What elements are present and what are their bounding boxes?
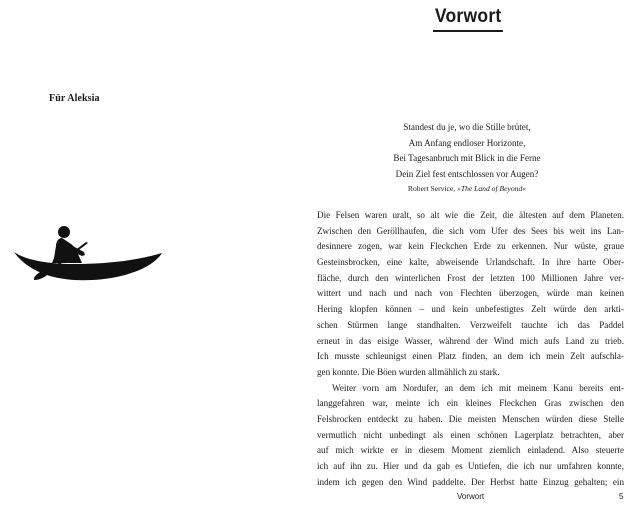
right-page (317, 0, 641, 512)
body-line: Felsbrocken entdeckt zu haben. Die meisten Menschen würden diese Stelle (317, 413, 624, 424)
epigraph-line: Bei Tagesanbruch mit Blick in die Ferne (393, 153, 541, 164)
body-line: schen Stürmen lange standhalten. Verzweifelt tauchte ich das Paddel (317, 319, 624, 330)
epigraph-line: Am Anfang endloser Horizonte, (408, 137, 526, 148)
body-line: vermutlich nicht unbedingt als einen schönen Lagerplatz betrachten, aber (317, 429, 624, 440)
body-line: indem ich gegen den Wind paddelte. Der Herbst hatte Einzug gehalten; ein (317, 476, 624, 487)
body-line: gen konnte. Die Böen wurden allmählich zu stark. (317, 366, 500, 377)
body-line: Die Felsen waren uralt, so alt wie die Zeit, die ältesten auf dem Planeten. (317, 210, 624, 220)
epigraph-author: Robert Service, (407, 184, 456, 194)
body-line: desinnere zogen, war kein Fleckchen Erde zu erkennen. Nur wüste, graue (317, 241, 624, 252)
page-number: 5 (619, 492, 624, 501)
running-footer-title: Vorwort (457, 492, 485, 501)
body-line: fläche, durch den winterlichen Frost der letzten 100 Millionen Jahre ver- (317, 272, 624, 283)
body-line: langgefahren war, meinte ich ein kleines Fleckchen Gras zwischen den (317, 398, 624, 409)
body-line: erneut in das eisige Wasser, während der Wind mich aufs Land zu trieb. (317, 335, 624, 346)
body-line: ich auf ihn zu. Hier und da gab es Untiefen, die ich nur umfahren konnte, (317, 461, 624, 471)
epigraph-line: Dein Ziel fest entschlossen vor Augen? (395, 168, 539, 179)
body-line: Zwischen den Geröllhaufen, die sich vom Ufer des Sees bis weit ins Lan- (317, 225, 624, 236)
body-line: Weiter vorn am Nordufer, an dem ich mit meinem Kanu bereits ent- (332, 382, 624, 393)
epigraph-line: Standest du je, wo die Stille brütet, (403, 122, 531, 132)
body-text (317, 208, 624, 490)
body-line: Ich musste schleunigst einen Platz finden, an dem ich mein Zelt aufschla- (317, 351, 624, 362)
body-line: Hering klopfen können – und kein unbefestigtes Zelt würde den arkti- (317, 304, 624, 315)
body-line: wittert und nach und nach von Flechten überzogen, würde man keinen (317, 288, 624, 299)
chapter-title: Vorwort (433, 6, 503, 32)
epigraph (362, 120, 572, 195)
body-line: Gesteinsbrocken, eine kalte, abweisende Urlandschaft. In ihre harte Ober- (317, 257, 624, 268)
canoe-silhouette-icon (14, 222, 162, 288)
epigraph-work-title: »The Land of Beyond« (457, 184, 527, 194)
paddler-head (58, 226, 70, 238)
epigraph-attribution (362, 182, 572, 195)
body-line: auf mich wirkte er in diesem Moment ziemlich einladend. Also steuerte (317, 445, 624, 456)
dedication: Für Aleksia (49, 93, 100, 104)
left-page (0, 0, 320, 512)
